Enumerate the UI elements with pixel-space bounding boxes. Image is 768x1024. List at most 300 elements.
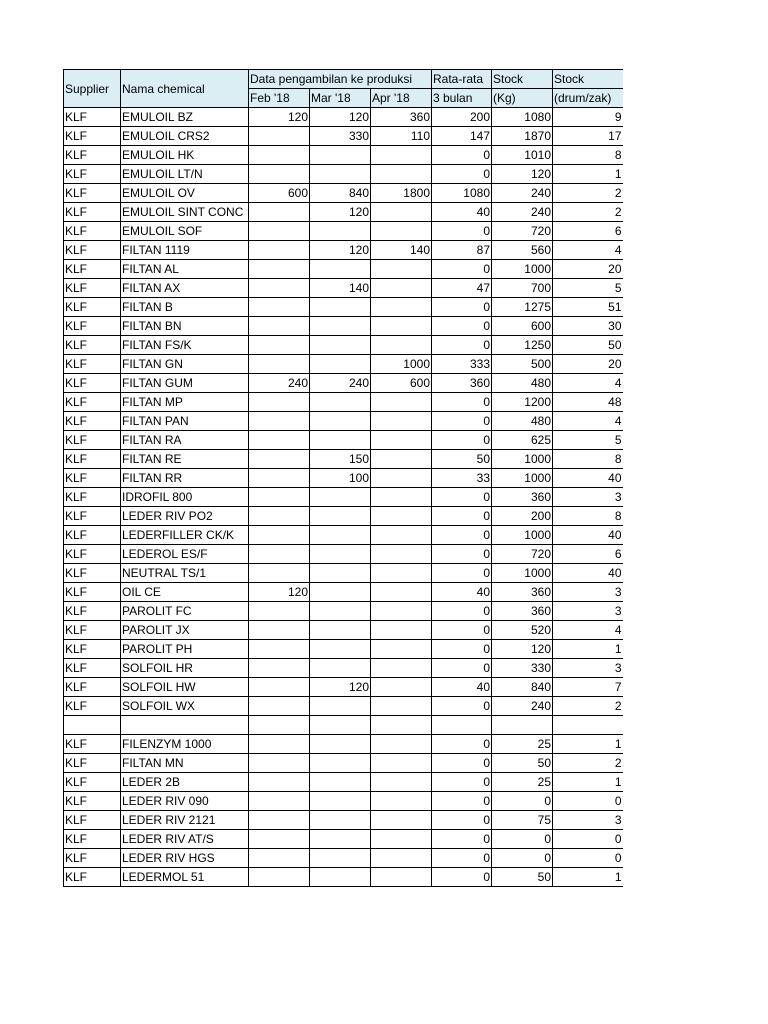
apr-usage-cell: 140 [371, 241, 432, 260]
mar-usage-cell [310, 260, 371, 279]
apr-usage-cell [371, 564, 432, 583]
chemical-name-cell: EMULOIL BZ [121, 108, 249, 127]
apr-usage-cell [371, 222, 432, 241]
stock-kg-cell: 25 [492, 735, 553, 754]
chemical-name-cell: IDROFIL 800 [121, 488, 249, 507]
stock-kg-unit: (Kg) [492, 89, 553, 108]
stock-drum-header: Stock [553, 70, 623, 89]
table-row [64, 678, 623, 697]
stock-kg-cell: 1000 [492, 564, 553, 583]
stock-drum-unit: (drum/zak) [553, 89, 623, 108]
chemical-name-cell: LEDER 2B [121, 773, 249, 792]
apr-usage-cell [371, 716, 432, 735]
apr-usage-cell [371, 279, 432, 298]
chemical-name-cell: FILENZYM 1000 [121, 735, 249, 754]
stock-kg-cell: 360 [492, 583, 553, 602]
average-cell: 0 [432, 146, 492, 165]
mar-usage-cell [310, 640, 371, 659]
apr-usage-cell [371, 260, 432, 279]
average-cell: 47 [432, 279, 492, 298]
table-row [64, 184, 623, 203]
feb-usage-cell [249, 830, 310, 849]
average-cell: 0 [432, 165, 492, 184]
average-cell: 50 [432, 450, 492, 469]
chemical-name-cell: EMULOIL OV [121, 184, 249, 203]
supplier-cell: KLF [64, 146, 121, 165]
stock-drum-cell: 6 [553, 545, 623, 564]
chemical-name-cell: LEDERMOL 51 [121, 868, 249, 887]
feb-usage-cell [249, 659, 310, 678]
chemical-name-header: Nama chemical [121, 70, 249, 108]
feb-usage-cell [249, 146, 310, 165]
stock-drum-cell: 4 [553, 374, 623, 393]
apr-usage-cell [371, 868, 432, 887]
table-row [64, 146, 623, 165]
stock-kg-cell: 50 [492, 868, 553, 887]
stock-drum-cell: 0 [553, 849, 623, 868]
feb-usage-cell [249, 127, 310, 146]
stock-kg-cell: 330 [492, 659, 553, 678]
chemical-name-cell: FILTAN RA [121, 431, 249, 450]
mar-usage-cell [310, 621, 371, 640]
supplier-cell: KLF [64, 279, 121, 298]
stock-drum-cell: 8 [553, 507, 623, 526]
apr-usage-cell [371, 602, 432, 621]
stock-drum-cell: 3 [553, 488, 623, 507]
supplier-cell: KLF [64, 526, 121, 545]
chemical-name-cell: EMULOIL SINT CONC [121, 203, 249, 222]
mar-usage-cell [310, 488, 371, 507]
stock-drum-cell: 9 [553, 108, 623, 127]
feb-usage-cell [249, 507, 310, 526]
apr-usage-cell [371, 545, 432, 564]
table-row [64, 374, 623, 393]
feb-usage-cell [249, 716, 310, 735]
average-cell: 0 [432, 773, 492, 792]
table-row [64, 279, 623, 298]
supplier-cell: KLF [64, 412, 121, 431]
mar-usage-cell [310, 868, 371, 887]
average-cell: 0 [432, 849, 492, 868]
chemical-name-cell [121, 716, 249, 735]
stock-kg-cell: 0 [492, 792, 553, 811]
apr-usage-cell [371, 754, 432, 773]
mar-usage-cell [310, 393, 371, 412]
table-row [64, 526, 623, 545]
table-row [64, 583, 623, 602]
chemical-name-cell: NEUTRAL TS/1 [121, 564, 249, 583]
stock-drum-cell: 5 [553, 431, 623, 450]
supplier-cell: KLF [64, 203, 121, 222]
supplier-cell: KLF [64, 849, 121, 868]
average-cell: 0 [432, 545, 492, 564]
apr-usage-cell [371, 298, 432, 317]
mar-usage-cell [310, 412, 371, 431]
supplier-cell: KLF [64, 450, 121, 469]
stock-kg-cell: 1250 [492, 336, 553, 355]
supplier-cell: KLF [64, 241, 121, 260]
month-header-feb: Feb '18 [249, 89, 310, 108]
chemical-name-cell: FILTAN AL [121, 260, 249, 279]
stock-drum-cell: 5 [553, 279, 623, 298]
stock-drum-cell: 8 [553, 450, 623, 469]
table-row [64, 450, 623, 469]
feb-usage-cell [249, 260, 310, 279]
stock-kg-cell: 720 [492, 222, 553, 241]
table-row [64, 735, 623, 754]
supplier-cell: KLF [64, 583, 121, 602]
stock-kg-cell [492, 716, 553, 735]
chemical-name-cell: FILTAN AX [121, 279, 249, 298]
mar-usage-cell [310, 298, 371, 317]
stock-drum-cell: 40 [553, 564, 623, 583]
average-cell: 40 [432, 678, 492, 697]
apr-usage-cell [371, 412, 432, 431]
feb-usage-cell: 600 [249, 184, 310, 203]
stock-kg-cell: 75 [492, 811, 553, 830]
table-row [64, 412, 623, 431]
chemical-name-cell: LEDER RIV AT/S [121, 830, 249, 849]
feb-usage-cell [249, 469, 310, 488]
apr-usage-cell [371, 431, 432, 450]
chemical-stock-table [63, 69, 623, 887]
feb-usage-cell [249, 868, 310, 887]
chemical-name-cell: SOLFOIL HW [121, 678, 249, 697]
average-cell: 200 [432, 108, 492, 127]
mar-usage-cell [310, 735, 371, 754]
table-row [64, 469, 623, 488]
average-cell: 147 [432, 127, 492, 146]
stock-drum-cell: 51 [553, 298, 623, 317]
chemical-name-cell: FILTAN FS/K [121, 336, 249, 355]
supplier-cell: KLF [64, 260, 121, 279]
stock-drum-cell: 40 [553, 469, 623, 488]
table-row [64, 659, 623, 678]
stock-kg-cell: 25 [492, 773, 553, 792]
chemical-name-cell: LEDER RIV 2121 [121, 811, 249, 830]
stock-drum-cell: 0 [553, 792, 623, 811]
average-cell: 0 [432, 412, 492, 431]
supplier-cell: KLF [64, 830, 121, 849]
average-cell: 333 [432, 355, 492, 374]
chemical-name-cell: PAROLIT PH [121, 640, 249, 659]
supplier-cell: KLF [64, 108, 121, 127]
stock-drum-cell: 20 [553, 260, 623, 279]
stock-drum-cell [553, 716, 623, 735]
table-row [64, 507, 623, 526]
table-row [64, 317, 623, 336]
feb-usage-cell [249, 431, 310, 450]
apr-usage-cell [371, 146, 432, 165]
mar-usage-cell [310, 773, 371, 792]
supplier-cell: KLF [64, 678, 121, 697]
feb-usage-cell [249, 203, 310, 222]
table-row [64, 488, 623, 507]
month-header-apr: Apr '18 [371, 89, 432, 108]
average-cell: 0 [432, 564, 492, 583]
chemical-name-cell: PAROLIT JX [121, 621, 249, 640]
supplier-cell: KLF [64, 184, 121, 203]
mar-usage-cell [310, 431, 371, 450]
apr-usage-cell [371, 393, 432, 412]
stock-kg-cell: 1870 [492, 127, 553, 146]
average-cell: 0 [432, 488, 492, 507]
average-cell: 0 [432, 393, 492, 412]
apr-usage-cell [371, 450, 432, 469]
apr-usage-cell [371, 811, 432, 830]
feb-usage-cell [249, 678, 310, 697]
mar-usage-cell: 120 [310, 108, 371, 127]
stock-drum-cell: 4 [553, 412, 623, 431]
average-cell: 0 [432, 621, 492, 640]
stock-kg-cell: 560 [492, 241, 553, 260]
feb-usage-cell: 120 [249, 583, 310, 602]
stock-kg-cell: 1000 [492, 260, 553, 279]
stock-drum-cell: 3 [553, 811, 623, 830]
apr-usage-cell [371, 792, 432, 811]
supplier-cell: KLF [64, 697, 121, 716]
mar-usage-cell [310, 792, 371, 811]
mar-usage-cell [310, 602, 371, 621]
supplier-cell: KLF [64, 355, 121, 374]
production-usage-header: Data pengambilan ke produksi [249, 70, 432, 89]
apr-usage-cell [371, 640, 432, 659]
table-row [64, 431, 623, 450]
chemical-name-cell: FILTAN GN [121, 355, 249, 374]
stock-kg-cell: 1010 [492, 146, 553, 165]
stock-kg-cell: 0 [492, 849, 553, 868]
feb-usage-cell: 240 [249, 374, 310, 393]
stock-drum-cell: 2 [553, 203, 623, 222]
stock-kg-cell: 600 [492, 317, 553, 336]
chemical-name-cell: FILTAN MN [121, 754, 249, 773]
chemical-name-cell: SOLFOIL WX [121, 697, 249, 716]
table-row [64, 545, 623, 564]
average-cell: 0 [432, 792, 492, 811]
average-cell: 0 [432, 602, 492, 621]
feb-usage-cell [249, 773, 310, 792]
supplier-cell: KLF [64, 773, 121, 792]
mar-usage-cell: 840 [310, 184, 371, 203]
supplier-cell: KLF [64, 298, 121, 317]
apr-usage-cell [371, 621, 432, 640]
table-row [64, 108, 623, 127]
mar-usage-cell: 120 [310, 678, 371, 697]
chemical-name-cell: OIL CE [121, 583, 249, 602]
stock-kg-cell: 360 [492, 602, 553, 621]
stock-drum-cell: 30 [553, 317, 623, 336]
stock-drum-cell: 48 [553, 393, 623, 412]
table-row [64, 754, 623, 773]
stock-kg-cell: 240 [492, 203, 553, 222]
average-cell: 40 [432, 583, 492, 602]
average-header: Rata-rata [432, 70, 492, 89]
stock-drum-cell: 40 [553, 526, 623, 545]
supplier-cell: KLF [64, 868, 121, 887]
chemical-name-cell: EMULOIL CRS2 [121, 127, 249, 146]
stock-drum-cell: 2 [553, 754, 623, 773]
apr-usage-cell: 110 [371, 127, 432, 146]
table-row [64, 203, 623, 222]
stock-kg-cell: 480 [492, 374, 553, 393]
header-row-1 [64, 70, 623, 89]
supplier-cell: KLF [64, 621, 121, 640]
table-row [64, 640, 623, 659]
feb-usage-cell [249, 336, 310, 355]
supplier-cell: KLF [64, 374, 121, 393]
table-row [64, 697, 623, 716]
table-row [64, 355, 623, 374]
table-row [64, 222, 623, 241]
month-header-mar: Mar '18 [310, 89, 371, 108]
supplier-cell: KLF [64, 735, 121, 754]
apr-usage-cell [371, 317, 432, 336]
average-cell: 0 [432, 526, 492, 545]
feb-usage-cell [249, 241, 310, 260]
stock-kg-cell: 700 [492, 279, 553, 298]
stock-kg-cell: 625 [492, 431, 553, 450]
mar-usage-cell [310, 317, 371, 336]
table-row [64, 773, 623, 792]
stock-kg-cell: 200 [492, 507, 553, 526]
table-row [64, 621, 623, 640]
chemical-name-cell: LEDER RIV 090 [121, 792, 249, 811]
feb-usage-cell [249, 735, 310, 754]
mar-usage-cell: 150 [310, 450, 371, 469]
average-cell: 0 [432, 640, 492, 659]
table-row [64, 792, 623, 811]
stock-drum-cell: 1 [553, 165, 623, 184]
stock-kg-cell: 240 [492, 184, 553, 203]
mar-usage-cell: 100 [310, 469, 371, 488]
supplier-cell: KLF [64, 431, 121, 450]
feb-usage-cell [249, 811, 310, 830]
apr-usage-cell [371, 697, 432, 716]
table-row [64, 849, 623, 868]
average-cell: 40 [432, 203, 492, 222]
feb-usage-cell [249, 640, 310, 659]
average-cell: 0 [432, 830, 492, 849]
chemical-name-cell: LEDER RIV HGS [121, 849, 249, 868]
stock-drum-cell: 4 [553, 621, 623, 640]
table-row [64, 811, 623, 830]
chemical-name-cell: FILTAN RE [121, 450, 249, 469]
average-cell: 0 [432, 697, 492, 716]
supplier-cell: KLF [64, 640, 121, 659]
stock-kg-cell: 1200 [492, 393, 553, 412]
table-row [64, 127, 623, 146]
stock-kg-cell: 120 [492, 165, 553, 184]
mar-usage-cell [310, 849, 371, 868]
average-subheader: 3 bulan [432, 89, 492, 108]
table-row [64, 602, 623, 621]
supplier-cell: KLF [64, 127, 121, 146]
chemical-name-cell: LEDERFILLER CK/K [121, 526, 249, 545]
stock-kg-cell: 1000 [492, 450, 553, 469]
chemical-name-cell: PAROLIT FC [121, 602, 249, 621]
stock-drum-cell: 1 [553, 773, 623, 792]
stock-drum-cell: 17 [553, 127, 623, 146]
table-row [64, 260, 623, 279]
apr-usage-cell: 1000 [371, 355, 432, 374]
table-row [64, 165, 623, 184]
mar-usage-cell [310, 507, 371, 526]
apr-usage-cell [371, 849, 432, 868]
mar-usage-cell [310, 336, 371, 355]
average-cell: 360 [432, 374, 492, 393]
chemical-name-cell: LEDER RIV PO2 [121, 507, 249, 526]
stock-kg-cell: 720 [492, 545, 553, 564]
chemical-name-cell: FILTAN 1119 [121, 241, 249, 260]
supplier-cell [64, 716, 121, 735]
stock-drum-cell: 3 [553, 602, 623, 621]
apr-usage-cell: 360 [371, 108, 432, 127]
supplier-cell: KLF [64, 469, 121, 488]
apr-usage-cell [371, 507, 432, 526]
chemical-name-cell: EMULOIL SOF [121, 222, 249, 241]
mar-usage-cell [310, 697, 371, 716]
supplier-header: Supplier [64, 70, 121, 108]
stock-kg-cell: 240 [492, 697, 553, 716]
feb-usage-cell [249, 602, 310, 621]
stock-kg-cell: 0 [492, 830, 553, 849]
supplier-cell: KLF [64, 393, 121, 412]
table-row [64, 393, 623, 412]
feb-usage-cell [249, 792, 310, 811]
feb-usage-cell [249, 412, 310, 431]
supplier-cell: KLF [64, 545, 121, 564]
stock-drum-cell: 20 [553, 355, 623, 374]
feb-usage-cell [249, 317, 310, 336]
apr-usage-cell [371, 203, 432, 222]
chemical-name-cell: EMULOIL LT/N [121, 165, 249, 184]
stock-kg-cell: 50 [492, 754, 553, 773]
table-row [64, 298, 623, 317]
table-row [64, 716, 623, 735]
stock-drum-cell: 1 [553, 640, 623, 659]
chemical-name-cell: FILTAN MP [121, 393, 249, 412]
chemical-name-cell: FILTAN RR [121, 469, 249, 488]
feb-usage-cell [249, 526, 310, 545]
chemical-name-cell: FILTAN BN [121, 317, 249, 336]
stock-kg-cell: 840 [492, 678, 553, 697]
stock-drum-cell: 1 [553, 868, 623, 887]
feb-usage-cell [249, 165, 310, 184]
average-cell: 0 [432, 431, 492, 450]
feb-usage-cell [249, 355, 310, 374]
table-row [64, 241, 623, 260]
apr-usage-cell [371, 526, 432, 545]
supplier-cell: KLF [64, 317, 121, 336]
mar-usage-cell: 140 [310, 279, 371, 298]
supplier-cell: KLF [64, 488, 121, 507]
table-row [64, 868, 623, 887]
apr-usage-cell: 1800 [371, 184, 432, 203]
mar-usage-cell [310, 355, 371, 374]
apr-usage-cell [371, 469, 432, 488]
stock-drum-cell: 1 [553, 735, 623, 754]
feb-usage-cell [249, 393, 310, 412]
mar-usage-cell [310, 165, 371, 184]
supplier-cell: KLF [64, 564, 121, 583]
apr-usage-cell [371, 165, 432, 184]
stock-kg-cell: 1000 [492, 469, 553, 488]
chemical-name-cell: FILTAN PAN [121, 412, 249, 431]
stock-kg-cell: 1000 [492, 526, 553, 545]
stock-kg-cell: 1080 [492, 108, 553, 127]
apr-usage-cell [371, 830, 432, 849]
supplier-cell: KLF [64, 659, 121, 678]
